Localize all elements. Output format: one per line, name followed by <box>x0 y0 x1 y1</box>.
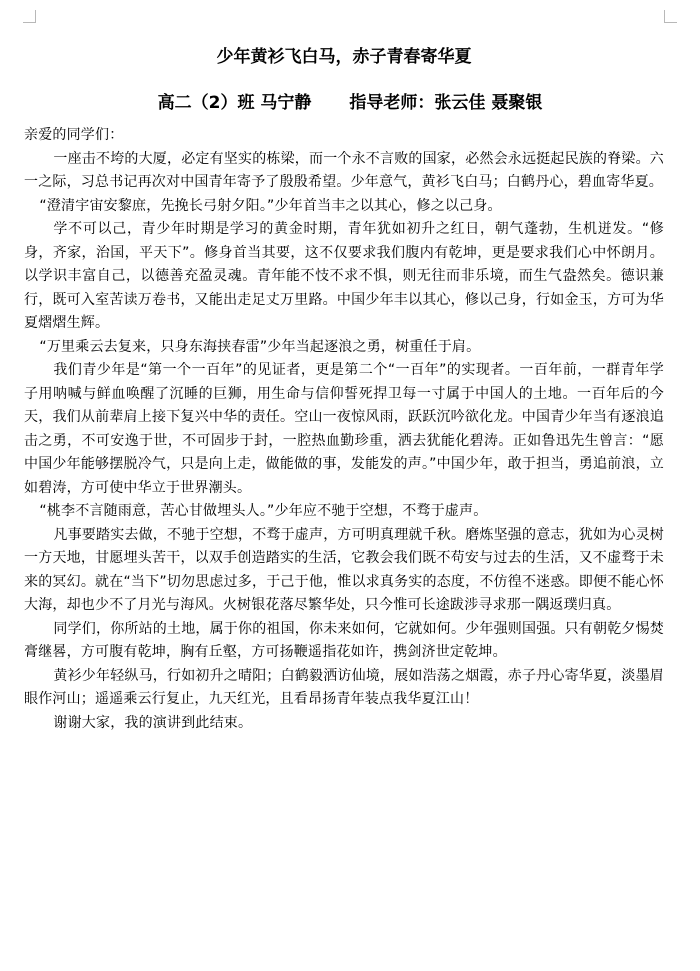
document-body <box>24 124 664 735</box>
paragraph: 学不可以己，青少年时期是学习的黄金时期，青年犹如初升之红日，朝气蓬勃，生机迸发。“修身，齐家，治国，平天下”。修身首当其要，这不仅要求我们腹内有乾坤，更是要求我们心中怀朗月。以学识丰富自己，以德善充盈灵魂。青年能不忮不求不惧，则无往而非乐境，而生气盎然矣。德识兼行，既可入室苦读万卷书，又能出走足丈万里路。中国少年丰以其心，修以己身，行如金玉，方可为华夏熠熠生辉。 <box>24 221 664 331</box>
paragraph: 同学们，你所站的土地，属于你的祖国，你未来如何，它就如何。少年强则国强。只有朝乾夕惕焚膏继晷，方可腹有乾坤，胸有丘壑，方可扬鞭遥指花如许，携剑济世定乾坤。 <box>24 620 664 660</box>
paragraph: 谢谢大家，我的演讲到此结束。 <box>53 714 253 731</box>
paragraph: “桃李不言随雨意，苦心甘做埋头人。”少年应不驰于空想，不骛于虚声。 <box>39 503 488 519</box>
document-title: 少年黄衫飞白马，赤子青春寄华夏 <box>216 47 472 67</box>
paragraph: 凡事要踏实去做，不驰于空想，不骛于虚声，方可明真理就千秋。磨炼坚强的意志，犹如为心灵树一方天地，甘愿埋头苦干，以双手创造踏实的生活，它教会我们既不苟安与过去的生活，又不虚骛于未来的冥幻。就在“当下”切勿思虑过多，于己于他，惟以求真务实的态度，不仿徨不迷惑。即便不能心怀大海，却也少不了月光与海风。火树银花落尽繁华处，只今惟可长途跋涉寻求那一隅返璞归真。 <box>24 526 664 613</box>
document-byline <box>36 90 664 116</box>
paragraph: “澄清宇宙安黎庶，先挽长弓射夕阳。”少年首当丰之以其心，修之以己身。 <box>39 197 502 214</box>
salutation: 亲爱的同学们： <box>24 127 124 143</box>
paragraph: 一座击不垮的大厦，必定有坚实的栋梁，而一个永不言败的国家，必然会永远挺起民族的脊梁。六一之际，习总书记再次对中国青年寄予了殷殷希望。少年意气，黄衫飞白马；白鹤丹心，碧血寄华夏。 <box>24 150 664 190</box>
class-author: 高二（2）班 马宁静 <box>157 93 312 113</box>
advisors: 指导老师：张云佳 聂聚银 <box>349 93 543 113</box>
document-page <box>24 44 664 735</box>
crop-mark-top-left <box>23 10 36 23</box>
crop-mark-top-right <box>664 10 677 23</box>
paragraph: 黄衫少年轻纵马，行如初升之晴阳；白鹤毅洒访仙境，展如浩荡之烟霞，赤子丹心寄华夏，淡墨眉眼作河山；遥遥乘云行复止，九天红光，且看昂扬青年装点我华夏江山！ <box>24 667 664 707</box>
paragraph: “万里乘云去复来，只身东海挟春雷”少年当起逐浪之勇，树重任于肩。 <box>39 338 481 355</box>
paragraph: 我们青少年是“第一个一百年”的见证者，更是第二个“一百年”的实现者。一百年前，一群青年学子用呐喊与鲜血唤醒了沉睡的巨狮，用生命与信仰誓死捍卫每一寸属于中国人的土地。一百年后的今天，我们从前辈肩上接下复兴中华的责任。空山一夜惊风雨，跃跃沉吟欲化龙。中国青少年当有逐浪追击之勇，不可安逸于世，不可固步于封，一腔热血勤珍重，洒去犹能化碧涛。正如鲁迅先生曾言：“愿中国少年能够摆脱冷气，只是向上走，做能做的事，发能发的声。”中国少年，敢于担当，勇追前浪，立如碧涛，方可使中华立于世界潮头。 <box>24 362 664 496</box>
